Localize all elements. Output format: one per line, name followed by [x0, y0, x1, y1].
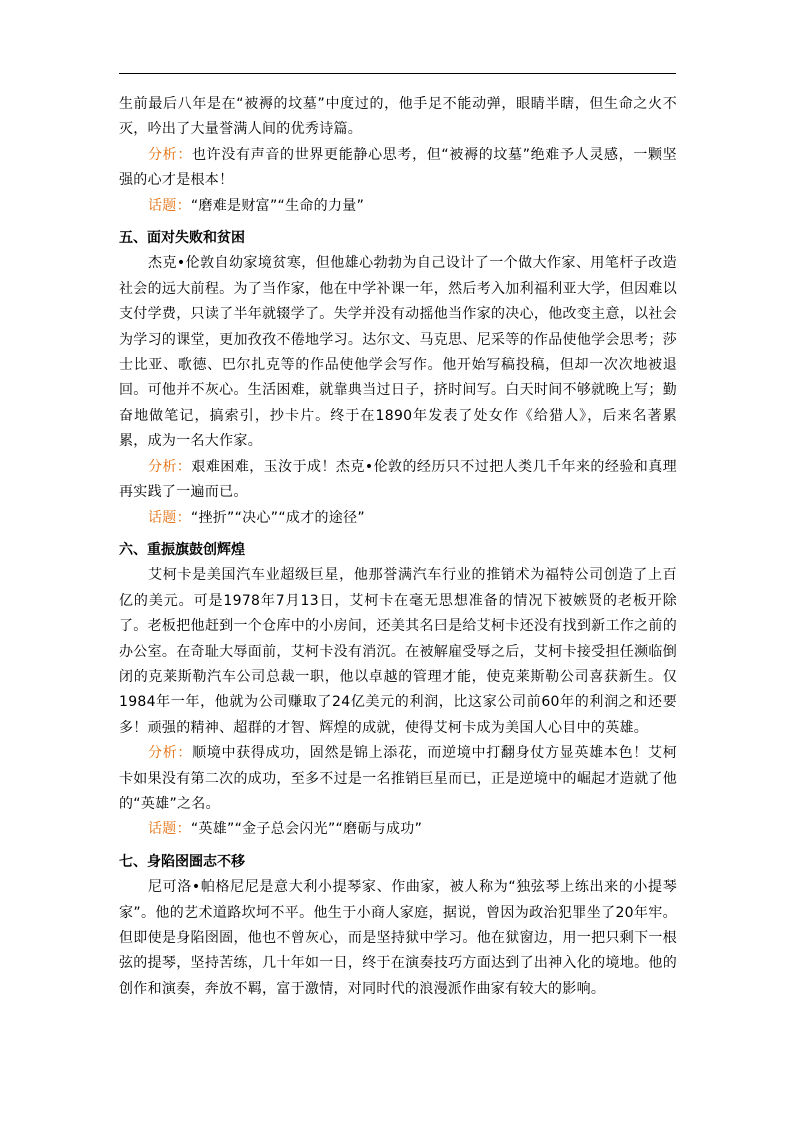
section-6-topic [119, 817, 677, 842]
analysis-label: 分析： [148, 458, 192, 475]
topic-text: “挫折”“决心”“成才的途径” [190, 509, 365, 526]
topic-label: 话题： [148, 821, 191, 838]
section-heading-5: 五、面对失败和贫困 [119, 230, 245, 247]
section-6-body: 艾柯卡是美国汽车业超级巨星，他那誉满汽车行业的推销术为福特公司创造了上百亿的美元。可是1978年7月13日，艾柯卡在毫无思想准备的情况下被嫉贤的老板开除了。老板把他赶到一个仓库中的小房间，还美其名曰是给艾柯卡还没有找到新工作之前的办公室。在奇耻大辱面前，艾柯卡没有消沉。在被解雇受辱之后，艾柯卡接受担任濒临倒闭的克莱斯勒汽车公司总裁一职，他以卓越的管理才能，使克莱斯勒公司喜获新生。仅1984年一年，他就为公司赚取了24亿美元的利润，比这家公司前60年的利润之和还要多！顽强的精神、超群的才智、辉煌的成就，使得艾柯卡成为美国人心目中的英雄。 [119, 567, 677, 736]
section-6-analysis [119, 741, 677, 817]
topic-label: 话题： [148, 509, 191, 526]
analysis-label: 分析： [148, 146, 193, 163]
header-rule [119, 73, 676, 74]
intro-paragraph: 生前最后八年是在“被褥的坟墓”中度过的，他手足不能动弹，眼睛半瞎，但生命之火不灭，吟出了大量誉满人间的优秀诗篇。 [119, 96, 677, 138]
intro-analysis [119, 143, 677, 194]
section-5-topic [119, 506, 677, 531]
intro-topic [119, 194, 677, 219]
section-heading-7: 七、身陷囹圄志不移 [119, 853, 245, 870]
analysis-text: 顺境中获得成功，固然是锦上添花，而逆境中打翻身仗方显英雄本色！艾柯卡如果没有第二次的成功，至多不过是一名推销巨星而已，正是逆境中的崛起才造就了他的“英雄”之名。 [119, 745, 677, 812]
document-body [119, 92, 677, 1002]
analysis-text: 艰难困难，玉汝于成！杰克•伦敦的经历只不过把人类几千年来的经验和真理再实践了一遍而已。 [119, 458, 677, 501]
section-heading-6: 六、重振旗鼓创辉煌 [119, 541, 245, 558]
section-5-analysis [119, 455, 677, 506]
topic-text: “磨难是财富”“生命的力量” [190, 197, 365, 214]
section-7-body: 尼可洛•帕格尼尼是意大利小提琴家、作曲家，被人称为“独弦琴上练出来的小提琴家”。他的艺术道路坎坷不平。他生于小商人家庭，据说，曾因为政治犯罪坐了20年牢。但即使是身陷囹圄，他也不曾灰心，而是坚持狱中学习。他在狱窗边，用一把只剩下一根弦的提琴，坚持苦练，几十年如一日，终于在演奏技巧方面达到了出神入化的境地。他的创作和演奏，奔放不羁，富于激情，对同时代的浪漫派作曲家有较大的影响。 [119, 879, 677, 997]
section-5-body: 杰克•伦敦自幼家境贫寒，但他雄心勃勃为自己设计了一个做大作家、用笔杆子改造社会的远大前程。为了当作家，他在中学补课一年，然后考入加利福利亚大学，但因难以支付学费，只读了半年就辍学了。失学并没有动摇他当作家的决心，他改变主意，以社会为学习的课堂，更加孜孜不倦地学习。达尔文、马克思、尼采等的作品使他学会思考；莎士比亚、歌德、巴尔扎克等的作品使他学会写作。他开始写稿投稿，但却一次次地被退回。可他并不灰心。生活困难，就靠典当过日子，挤时间写。白天时间不够就晚上写；勤奋地做笔记，搞索引，抄卡片。终于在1890年发表了处女作《给猎人》，后来名著累累，成为一名大作家。 [119, 255, 677, 450]
analysis-text: 也许没有声音的世界更能静心思考，但“被褥的坟墓”绝难予人灵感，一颗坚强的心才是根本！ [119, 146, 677, 189]
topic-text: “英雄”“金子总会闪光”“磨砺与成功” [190, 821, 423, 838]
analysis-label: 分析： [148, 745, 193, 762]
topic-label: 话题： [148, 197, 191, 214]
